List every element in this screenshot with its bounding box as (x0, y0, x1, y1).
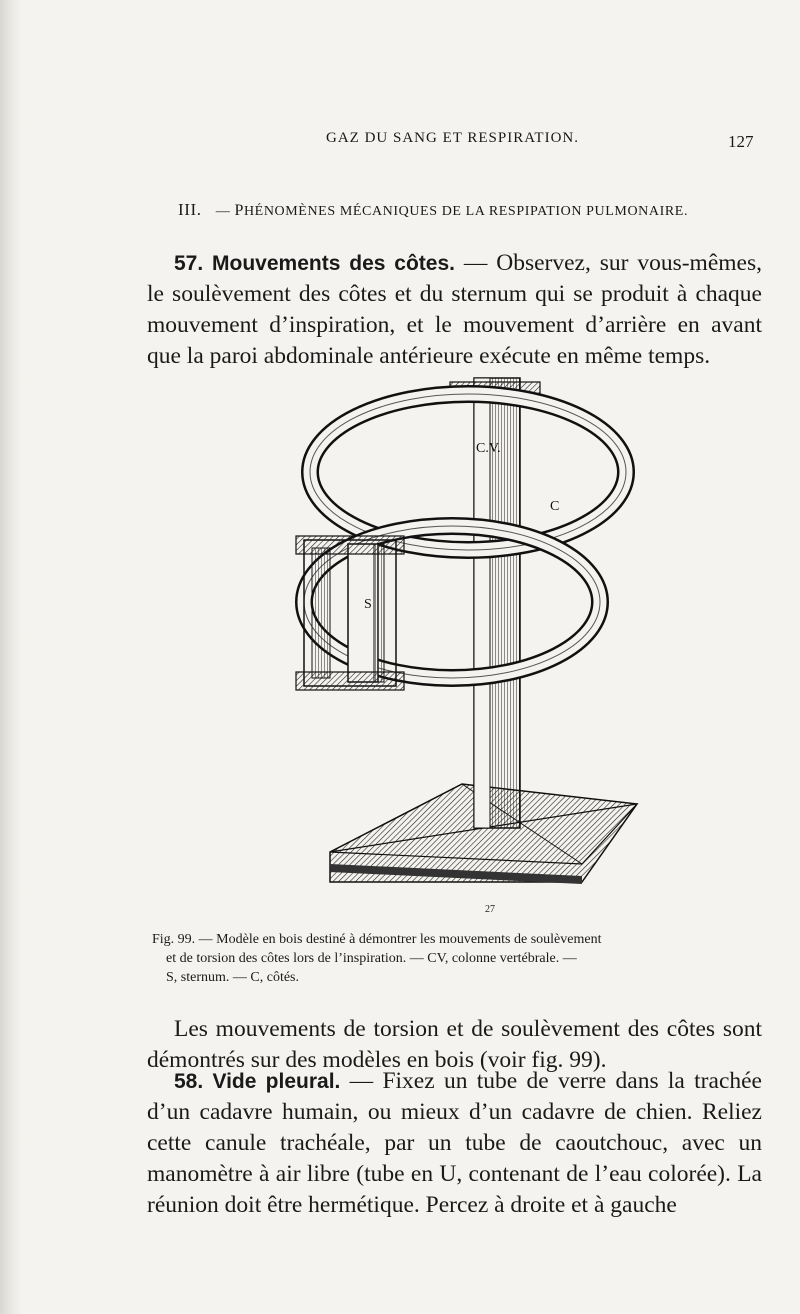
section-title-initial: P (234, 202, 244, 219)
paragraph-58 (147, 1066, 762, 1221)
paragraph-models: Les mouvements de torsion et de soulèvement des côtes sont démontrés sur des modèles en bois (voir fig. 99). (147, 1016, 762, 1073)
rib-model-figure (282, 372, 654, 917)
label-cv: C.V. (476, 441, 501, 456)
caption-line-1: Fig. 99. — Modèle en bois destiné à démontrer les mouvements de soulèvement (152, 932, 602, 947)
paragraph-58-text: — Fixez un tube de verre dans la trachée d’un cadavre humain, ou mieux d’un cadavre de chien. Reliez cette canule trachéale, par un tube de caoutchouc, avec un manomètre à air libre (tube en U, contenant de l’eau colorée). La réunion doit être hermétique. Percez à droite et à gauche (147, 1068, 762, 1218)
label-c: C (550, 499, 560, 514)
paragraph-57-heading: 57. Mouvements des côtes. (174, 252, 455, 275)
paragraph-58-heading: 58. Vide pleural. (174, 1070, 341, 1093)
caption-line-3: S, sternum. — C, côtés. (166, 970, 299, 985)
caption-line-2: et de torsion des côtes lors de l’inspiration. — CV, colonne vertébrale. — (166, 951, 577, 966)
running-title: GAZ DU SANG ET RESPIRATION. (326, 130, 579, 146)
section-title-word1: HÉNOMÈNES (243, 204, 340, 219)
paragraph-57 (147, 248, 762, 372)
figure-marker: 27 (485, 904, 495, 915)
page-binding-shadow (0, 0, 22, 1314)
section-title-rest: MÉCANIQUES DE LA RESPIPATION PULMONAIRE. (339, 204, 689, 219)
section-dash: — (215, 204, 231, 219)
figure-caption (152, 930, 762, 987)
page-number: 127 (728, 132, 754, 151)
section-number: III. (178, 200, 202, 219)
section-heading (178, 200, 688, 220)
paragraph-57-text: — Observez, sur vous-mêmes, le soulèvement des côtes et du sternum qui se produit à chaque mouvement d’inspiration, et le mouvement d’arrière en avant que la paroi abdominale antérieure exécute en même temps. (147, 250, 762, 369)
label-s: S (364, 597, 372, 612)
